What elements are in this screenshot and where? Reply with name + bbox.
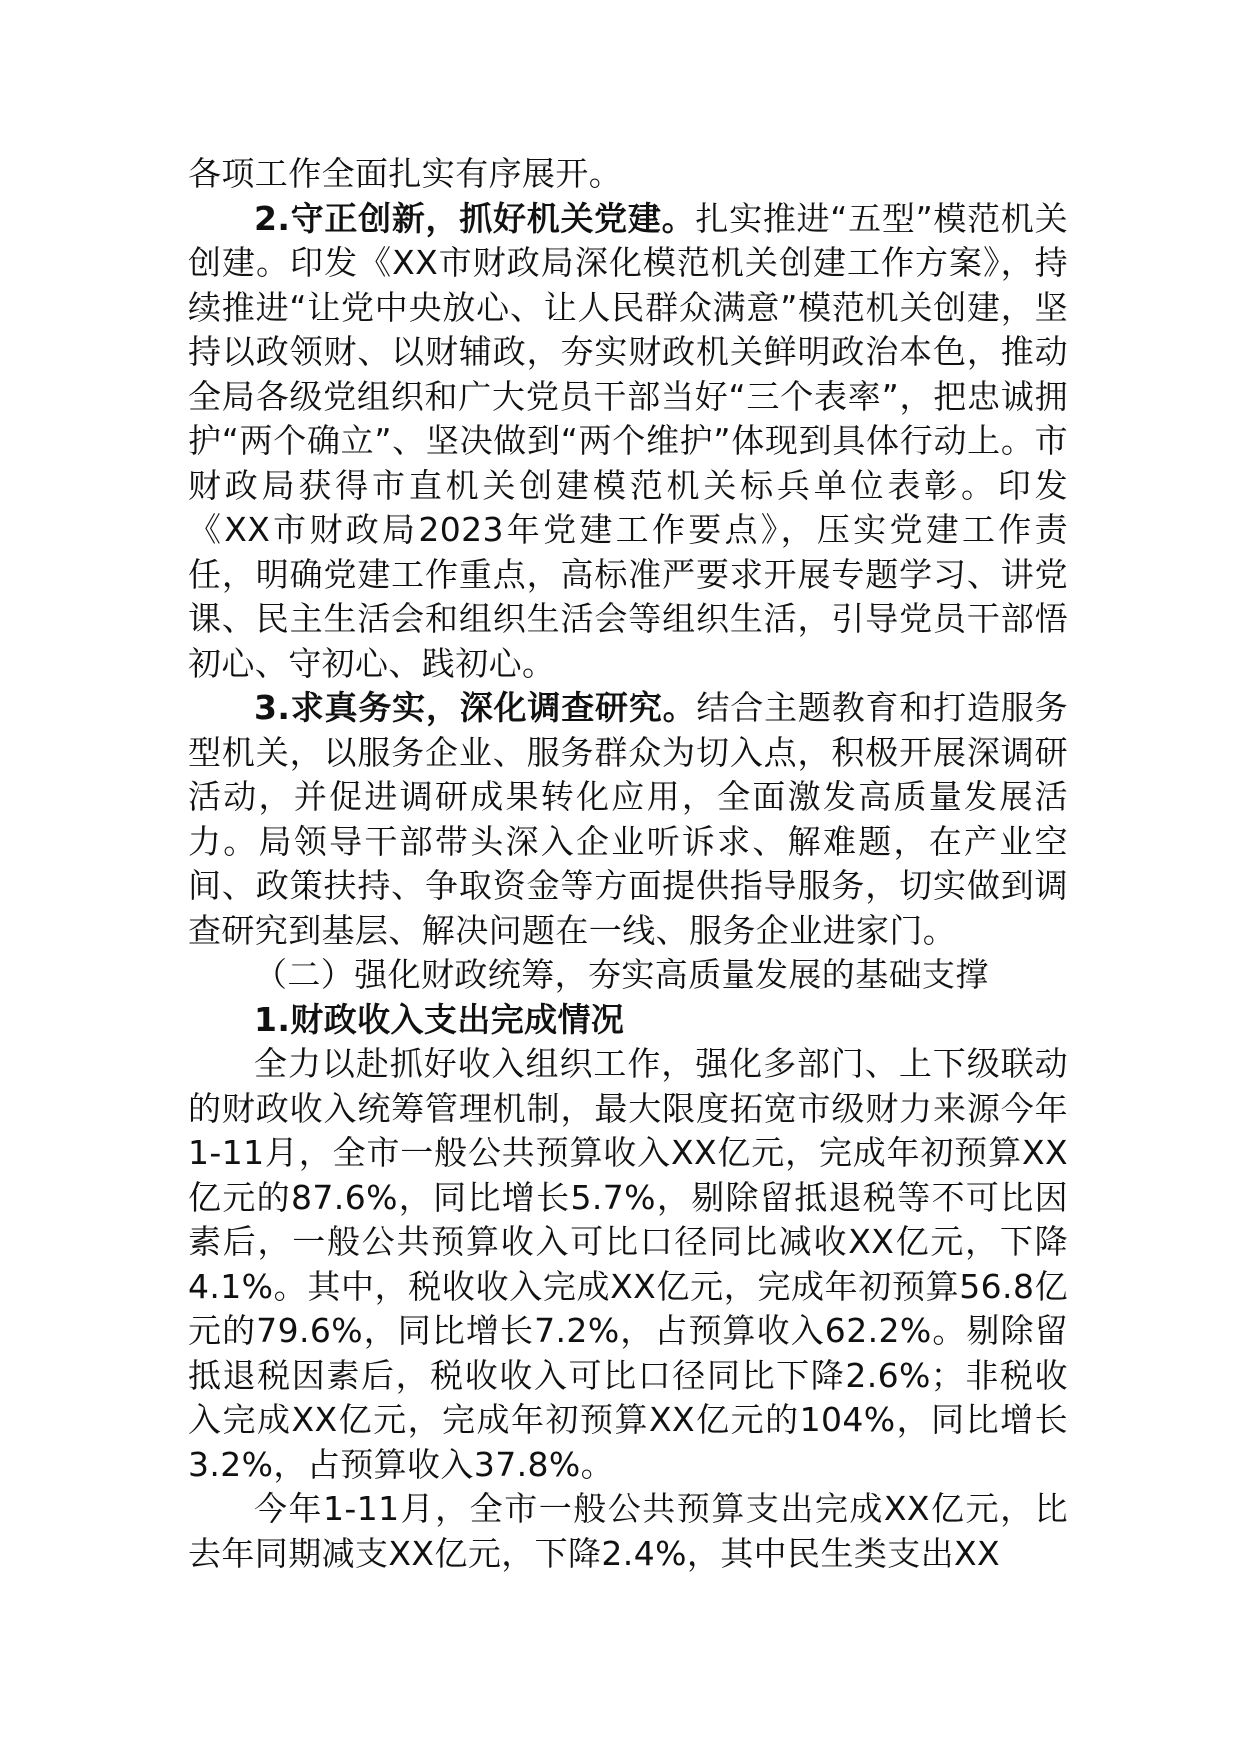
subsection-heading-text: 1.财政收入支出完成情况 bbox=[254, 999, 625, 1039]
paragraph-text: 全力以赴抓好收入组织工作，强化多部门、上下级联动的财政收入统筹管理机制，最大限度拓宽市级财力来源今年1-11月，全市一般公共预算收入XX亿元，完成年初预算XX亿元的87.6%，同比增长5.7%，剔除留抵退税等不可比因素后，一般公共预算收入可比口径同比减收XX亿元，下降4.1%。其中，税收收入完成XX亿元，完成年初预算56.8亿元的79.6%，同比增长7.2%，占预算收入62.2%。剔除留抵退税因素后，税收收入可比口径同比下降2.6%；非税收入完成XX亿元，完成年初预算XX亿元的104%，同比增长3.2%，占预算收入37.8%。 bbox=[188, 1044, 1068, 1484]
paragraph-text: 结合主题教育和打造服务型机关，以服务企业、服务群众为切入点，积极开展深调研活动，并促进调研成果转化应用，全面激发高质量发展活力。局领导干部带头深入企业听诉求、解难题，在产业空间、政策扶持、争取资金等方面提供指导服务，切实做到调查研究到基层、解决问题在一线、服务企业进家门。 bbox=[188, 688, 1068, 950]
document-body bbox=[188, 152, 1068, 1576]
paragraph-continuation bbox=[188, 152, 1068, 197]
paragraph-text: 扎实推进“五型”模范机关创建。印发《XX市财政局深化模范机关创建工作方案》，持续推进“让党中央放心、让人民群众满意”模范机关创建，坚持以政领财、以财辅政，夯实财政机关鲜明政治本色，推动全局各级党组织和广大党员干部当好“三个表率”，把忠诚拥护“两个确立”、坚决做到“两个维护”体现到具体行动上。市财政局获得市直机关创建模范机关标兵单位表彰。印发《XX市财政局2023年党建工作要点》，压实党建工作责任，明确党建工作重点，高标准严要求开展专题学习、讲党课、民主生活会和组织生活会等组织生活，引导党员干部悟初心、守初心、践初心。 bbox=[188, 198, 1068, 683]
paragraph-research bbox=[188, 686, 1068, 953]
paragraph-expenditure bbox=[188, 1487, 1068, 1576]
paragraph-heading: 2.守正创新，抓好机关党建。 bbox=[254, 198, 696, 238]
paragraph-heading: 3.求真务实，深化调查研究。 bbox=[254, 688, 697, 727]
section-heading-text: （二）强化财政统筹，夯实高质量发展的基础支撑 bbox=[254, 955, 989, 994]
paragraph-text: 各项工作全面扎实有序展开。 bbox=[188, 154, 623, 193]
paragraph-revenue bbox=[188, 1042, 1068, 1487]
paragraph-text: 今年1-11月，全市一般公共预算支出完成XX亿元，比去年同期减支XX亿元，下降2.4%，其中民生类支出XX bbox=[188, 1489, 1068, 1573]
subsection-heading bbox=[188, 998, 1068, 1043]
section-heading bbox=[188, 953, 1068, 998]
paragraph-party-building bbox=[188, 197, 1068, 687]
